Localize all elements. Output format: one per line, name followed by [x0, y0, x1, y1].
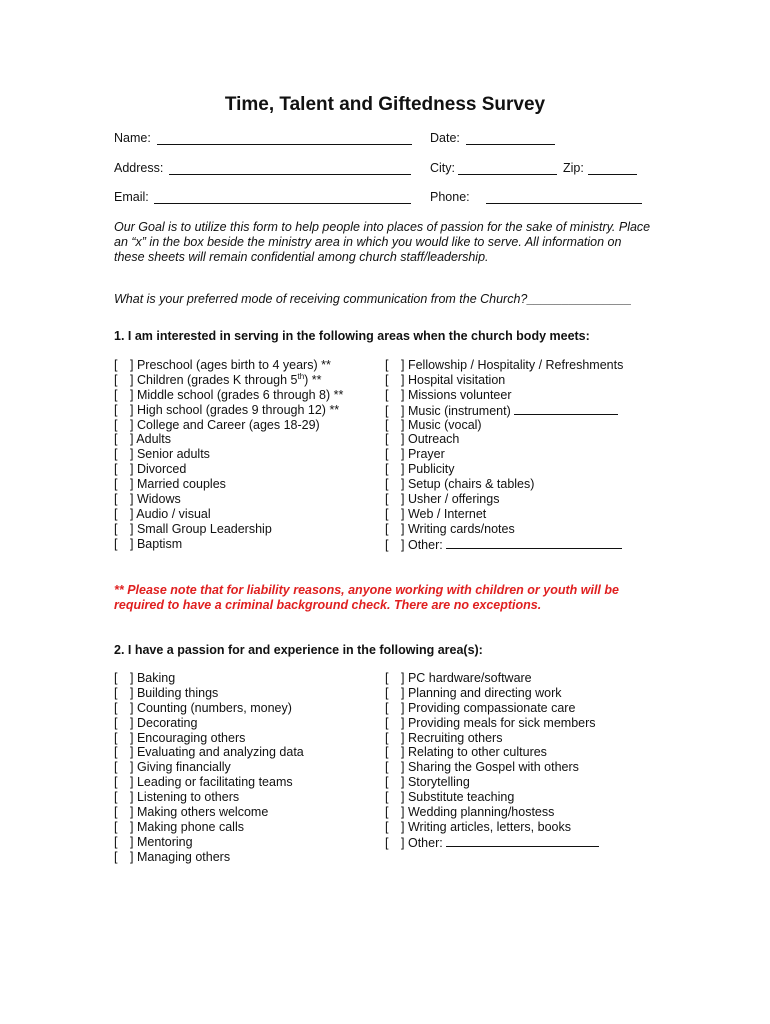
checkbox-item[interactable]: [385, 388, 623, 403]
checkbox-item[interactable]: [114, 775, 304, 790]
checkbox-open-bracket[interactable]: [: [114, 372, 118, 387]
checkbox-item[interactable]: [114, 447, 343, 462]
checkbox-label: Substitute teaching: [407, 790, 515, 805]
checkbox-close-bracket[interactable]: ]: [401, 760, 405, 775]
checkbox-close-bracket[interactable]: ]: [130, 819, 134, 834]
checkbox-item[interactable]: [385, 477, 623, 492]
checkbox-label: Other:: [407, 835, 443, 850]
checkbox-item[interactable]: [114, 835, 304, 850]
checkbox-open-bracket[interactable]: [: [385, 805, 389, 820]
checkbox-label: Setup (chairs & tables): [407, 477, 535, 492]
checkbox-close-bracket[interactable]: ]: [401, 775, 405, 790]
checkbox-close-bracket[interactable]: ]: [130, 775, 134, 790]
checkbox-label: Web / Internet: [407, 506, 487, 521]
checkbox-label: Counting (numbers, money): [136, 700, 292, 715]
checkbox-close-bracket[interactable]: ]: [401, 805, 405, 820]
checkbox-item[interactable]: [114, 716, 304, 731]
checkbox-close-bracket[interactable]: ]: [130, 477, 134, 492]
checkbox-open-bracket[interactable]: [: [114, 834, 118, 849]
checkbox-item[interactable]: [114, 686, 304, 701]
checkbox-close-bracket[interactable]: ]: [401, 835, 405, 850]
checkbox-item[interactable]: [385, 805, 599, 820]
checkbox-item[interactable]: [385, 403, 623, 418]
name-label: Name:: [114, 131, 151, 145]
checkbox-close-bracket[interactable]: ]: [401, 537, 405, 552]
checkbox-label: Prayer: [407, 447, 445, 462]
checkbox-label: Music (instrument): [407, 403, 511, 418]
city-field[interactable]: [458, 174, 557, 175]
checkbox-item[interactable]: [385, 775, 599, 790]
checkbox-item[interactable]: [114, 373, 343, 388]
checkbox-close-bracket[interactable]: ]: [401, 417, 405, 432]
checkbox-open-bracket[interactable]: [: [385, 775, 389, 790]
checkbox-close-bracket[interactable]: ]: [130, 849, 134, 864]
checkbox-item[interactable]: [385, 686, 599, 701]
checkbox-item[interactable]: [114, 522, 343, 537]
checkbox-label: Publicity: [407, 462, 455, 477]
checkbox-label: Married couples: [136, 477, 226, 492]
address-label: Address:: [114, 161, 164, 175]
checkbox-close-bracket[interactable]: ]: [130, 760, 134, 775]
checkbox-label: Small Group Leadership: [136, 521, 272, 536]
checkbox-close-bracket[interactable]: ]: [401, 403, 405, 418]
music-instrument-blank[interactable]: [514, 403, 618, 415]
checkbox-item[interactable]: [114, 671, 304, 686]
checkbox-close-bracket[interactable]: ]: [401, 521, 405, 536]
checkbox-open-bracket[interactable]: [: [114, 387, 118, 402]
checkbox-item[interactable]: [385, 492, 623, 507]
checkbox-open-bracket[interactable]: [: [385, 492, 389, 507]
checkbox-close-bracket[interactable]: ]: [130, 730, 134, 745]
checkbox-close-bracket[interactable]: ]: [130, 447, 134, 462]
checkbox-label: Mentoring: [136, 834, 193, 849]
checkbox-open-bracket[interactable]: [: [385, 685, 389, 700]
checkbox-close-bracket[interactable]: ]: [130, 685, 134, 700]
checkbox-close-bracket[interactable]: ]: [401, 462, 405, 477]
checkbox-close-bracket[interactable]: ]: [130, 358, 134, 372]
checkbox-label: Other:: [407, 537, 443, 552]
checkbox-close-bracket[interactable]: ]: [401, 730, 405, 745]
checkbox-close-bracket[interactable]: ]: [130, 715, 134, 730]
checkbox-close-bracket[interactable]: ]: [130, 700, 134, 715]
checkbox-label: Fellowship / Hospitality / Refreshments: [407, 358, 624, 372]
checkbox-item[interactable]: [114, 432, 343, 447]
email-phone-row: [114, 190, 644, 206]
checkbox-open-bracket[interactable]: [: [385, 403, 389, 418]
checkbox-item[interactable]: [114, 403, 343, 418]
checkbox-close-bracket[interactable]: ]: [401, 447, 405, 462]
checkbox-open-bracket[interactable]: [: [114, 819, 118, 834]
checkbox-open-bracket[interactable]: [: [114, 700, 118, 715]
checkbox-label: High school (grades 9 through 12) **: [136, 402, 340, 417]
checkbox-item[interactable]: [385, 835, 599, 850]
checkbox-label: Preschool (ages birth to 4 years) **: [136, 358, 331, 372]
checkbox-close-bracket[interactable]: ]: [401, 387, 405, 402]
checkbox-label: Writing cards/notes: [407, 521, 515, 536]
checkbox-open-bracket[interactable]: [: [114, 402, 118, 417]
checkbox-open-bracket[interactable]: [: [114, 447, 118, 462]
checkbox-item[interactable]: [385, 820, 599, 835]
email-field[interactable]: [154, 203, 411, 204]
city-label: City:: [430, 161, 455, 175]
checkbox-item[interactable]: [385, 447, 623, 462]
checkbox-item[interactable]: [385, 701, 599, 716]
checkbox-label: Audio / visual: [136, 506, 211, 521]
checkbox-close-bracket[interactable]: ]: [401, 671, 405, 685]
checkbox-item[interactable]: [114, 760, 304, 775]
checkbox-label: Missions volunteer: [407, 387, 512, 402]
zip-label: Zip:: [563, 161, 584, 175]
checkbox-close-bracket[interactable]: ]: [130, 671, 134, 685]
checkbox-open-bracket[interactable]: [: [114, 671, 118, 685]
checkbox-close-bracket[interactable]: ]: [130, 492, 134, 507]
checkbox-open-bracket[interactable]: [: [114, 462, 118, 477]
checkbox-item[interactable]: [385, 507, 623, 522]
checkbox-open-bracket[interactable]: [: [385, 760, 389, 775]
checkbox-item[interactable]: [114, 537, 343, 552]
checkbox-label: Relating to other cultures: [407, 745, 547, 760]
liability-notice: ** Please note that for liability reasons, anyone working with children or youth will be required to have a criminal background check. There are no exceptions.: [114, 583, 619, 612]
checkbox-open-bracket[interactable]: [: [385, 432, 389, 447]
checkbox-item[interactable]: [114, 462, 343, 477]
checkbox-open-bracket[interactable]: [: [385, 835, 389, 850]
checkbox-label: Evaluating and analyzing data: [136, 745, 304, 760]
checkbox-close-bracket[interactable]: ]: [401, 685, 405, 700]
checkbox-label: Wedding planning/hostess: [407, 805, 555, 820]
checkbox-label: Usher / offerings: [407, 492, 500, 507]
checkbox-close-bracket[interactable]: ]: [401, 745, 405, 760]
checkbox-label: Recruiting others: [407, 730, 503, 745]
checkbox-label: Divorced: [136, 462, 187, 477]
checkbox-open-bracket[interactable]: [: [385, 462, 389, 477]
checkbox-close-bracket[interactable]: ]: [130, 805, 134, 820]
checkbox-label: Baptism: [136, 536, 183, 551]
checkbox-item[interactable]: [114, 358, 343, 373]
checkbox-close-bracket[interactable]: ]: [401, 715, 405, 730]
phone-field[interactable]: [486, 203, 642, 204]
checkbox-label: Building things: [136, 685, 219, 700]
checkbox-label: Storytelling: [407, 775, 470, 790]
checkbox-open-bracket[interactable]: [: [385, 447, 389, 462]
checkbox-open-bracket[interactable]: [: [114, 730, 118, 745]
checkbox-label: College and Career (ages 18-29): [136, 417, 320, 432]
checkbox-label: Providing meals for sick members: [407, 715, 596, 730]
checkbox-open-bracket[interactable]: [: [385, 671, 389, 685]
checkbox-label: Writing articles, letters, books: [407, 819, 571, 834]
checkbox-item[interactable]: [385, 462, 623, 477]
ordinal-superscript: th: [297, 371, 305, 381]
checkbox-item[interactable]: [385, 790, 599, 805]
checkbox-label: Children (grades K through 5: [136, 372, 298, 387]
checkbox-item[interactable]: [385, 760, 599, 775]
checkbox-label: Middle school (grades 6 through 8) **: [136, 387, 344, 402]
checkbox-label: Making phone calls: [136, 819, 244, 834]
checkbox-item[interactable]: [114, 850, 304, 865]
checkbox-open-bracket[interactable]: [: [385, 730, 389, 745]
checkbox-open-bracket[interactable]: [: [114, 358, 118, 372]
checkbox-open-bracket[interactable]: [: [114, 745, 118, 760]
checkbox-open-bracket[interactable]: [: [114, 506, 118, 521]
checkbox-open-bracket[interactable]: [: [385, 537, 389, 552]
checkbox-close-bracket[interactable]: ]: [401, 819, 405, 834]
checkbox-close-bracket[interactable]: ]: [401, 790, 405, 805]
checkbox-open-bracket[interactable]: [: [114, 477, 118, 492]
checkbox-item[interactable]: [114, 805, 304, 820]
checkbox-item[interactable]: [114, 820, 304, 835]
zip-field[interactable]: [588, 174, 637, 175]
name-field[interactable]: [157, 144, 412, 145]
checkbox-label: Sharing the Gospel with others: [407, 760, 579, 775]
checkbox-close-bracket[interactable]: ]: [130, 790, 134, 805]
address-field[interactable]: [169, 174, 411, 175]
checkbox-close-bracket[interactable]: ]: [401, 372, 405, 387]
checkbox-item[interactable]: [385, 745, 599, 760]
checkbox-close-bracket[interactable]: ]: [130, 834, 134, 849]
checkbox-item[interactable]: [114, 388, 343, 403]
checkbox-label: Managing others: [136, 849, 231, 864]
section2-left-list: [114, 671, 304, 865]
date-field[interactable]: [466, 144, 555, 145]
checkbox-close-bracket[interactable]: ]: [130, 402, 134, 417]
checkbox-label: PC hardware/software: [407, 671, 532, 685]
checkbox-open-bracket[interactable]: [: [385, 521, 389, 536]
checkbox-item[interactable]: [385, 731, 599, 746]
checkbox-label: Planning and directing work: [407, 685, 562, 700]
checkbox-open-bracket[interactable]: [: [385, 358, 389, 372]
checkbox-label: Hospital visitation: [407, 372, 506, 387]
checkbox-close-bracket[interactable]: ]: [130, 536, 134, 551]
checkbox-item[interactable]: [385, 358, 623, 373]
checkbox-item[interactable]: [385, 432, 623, 447]
checkbox-open-bracket[interactable]: [: [385, 745, 389, 760]
checkbox-open-bracket[interactable]: [: [114, 536, 118, 551]
checkbox-open-bracket[interactable]: [: [385, 790, 389, 805]
checkbox-label: Giving financially: [136, 760, 231, 775]
checkbox-close-bracket[interactable]: ]: [130, 462, 134, 477]
checkbox-open-bracket[interactable]: [: [114, 775, 118, 790]
preferred-mode-blank[interactable]: _______________: [527, 292, 632, 306]
other-passion-blank[interactable]: [446, 835, 599, 847]
checkbox-label: Outreach: [407, 432, 460, 447]
checkbox-open-bracket[interactable]: [: [385, 819, 389, 834]
checkbox-item[interactable]: [385, 537, 623, 552]
section2-heading: 2. I have a passion for and experience in the following area(s):: [114, 643, 483, 657]
checkbox-label: Encouraging others: [136, 730, 246, 745]
checkbox-close-bracket[interactable]: ]: [401, 477, 405, 492]
checkbox-item[interactable]: [114, 507, 343, 522]
checkbox-close-bracket[interactable]: ]: [130, 432, 134, 447]
checkbox-close-bracket[interactable]: ]: [401, 432, 405, 447]
checkbox-close-bracket[interactable]: ]: [130, 387, 134, 402]
checkbox-label: Making others welcome: [136, 805, 269, 820]
checkbox-open-bracket[interactable]: [: [114, 685, 118, 700]
other-interest-blank[interactable]: [446, 537, 622, 549]
section2-right-list: [385, 671, 599, 850]
checkbox-label: Music (vocal): [407, 417, 482, 432]
checkbox-open-bracket[interactable]: [: [114, 760, 118, 775]
preferred-mode-question: [114, 292, 632, 306]
phone-label: Phone:: [430, 190, 470, 204]
checkbox-item[interactable]: [114, 745, 304, 760]
checkbox-open-bracket[interactable]: [: [114, 521, 118, 536]
preferred-mode-text: What is your preferred mode of receiving communication from the Church?: [114, 292, 528, 306]
checkbox-open-bracket[interactable]: [: [114, 790, 118, 805]
checkbox-label: Adults: [136, 432, 172, 447]
section1-left-list: [114, 358, 343, 552]
checkbox-open-bracket[interactable]: [: [385, 387, 389, 402]
children-suffix: ) **: [304, 372, 322, 387]
checkbox-close-bracket[interactable]: ]: [130, 521, 134, 536]
checkbox-item[interactable]: [114, 477, 343, 492]
page-title: Time, Talent and Giftedness Survey: [224, 94, 546, 115]
address-row: [114, 161, 644, 177]
checkbox-close-bracket[interactable]: ]: [130, 417, 134, 432]
checkbox-open-bracket[interactable]: [: [114, 849, 118, 864]
checkbox-item[interactable]: [114, 492, 343, 507]
checkbox-label: Leading or facilitating teams: [136, 775, 293, 790]
checkbox-close-bracket[interactable]: ]: [130, 506, 134, 521]
checkbox-item[interactable]: [385, 418, 623, 433]
checkbox-label: Senior adults: [136, 447, 210, 462]
section1-right-list: [385, 358, 623, 552]
checkbox-item[interactable]: [114, 701, 304, 716]
checkbox-item[interactable]: [385, 716, 599, 731]
checkbox-close-bracket[interactable]: ]: [401, 700, 405, 715]
checkbox-item[interactable]: [385, 671, 599, 686]
checkbox-item[interactable]: [114, 418, 343, 433]
checkbox-label: Providing compassionate care: [407, 700, 576, 715]
checkbox-open-bracket[interactable]: [: [114, 715, 118, 730]
checkbox-close-bracket[interactable]: ]: [130, 372, 134, 387]
date-label: Date:: [430, 131, 460, 145]
name-date-row: [114, 131, 644, 147]
checkbox-item[interactable]: [385, 373, 623, 388]
checkbox-item[interactable]: [114, 731, 304, 746]
email-label: Email:: [114, 190, 149, 204]
checkbox-label: Listening to others: [136, 790, 240, 805]
checkbox-open-bracket[interactable]: [: [385, 477, 389, 492]
checkbox-open-bracket[interactable]: [: [114, 492, 118, 507]
checkbox-close-bracket[interactable]: ]: [401, 358, 405, 372]
checkbox-open-bracket[interactable]: [: [114, 432, 118, 447]
checkbox-open-bracket[interactable]: [: [385, 700, 389, 715]
checkbox-close-bracket[interactable]: ]: [130, 745, 134, 760]
intro-paragraph: Our Goal is to utilize this form to help people into places of passion for the sake of ministry. Place an “x” in the box beside the ministry area in which you would like to serve. All information on these sheets will remain confidential among church staff/leadership.: [114, 220, 651, 264]
checkbox-close-bracket[interactable]: ]: [401, 506, 405, 521]
checkbox-label: Baking: [136, 671, 176, 685]
checkbox-close-bracket[interactable]: ]: [401, 492, 405, 507]
checkbox-open-bracket[interactable]: [: [385, 417, 389, 432]
checkbox-open-bracket[interactable]: [: [385, 715, 389, 730]
checkbox-open-bracket[interactable]: [: [114, 417, 118, 432]
checkbox-item[interactable]: [114, 790, 304, 805]
checkbox-label: Widows: [136, 492, 181, 507]
checkbox-open-bracket[interactable]: [: [114, 805, 118, 820]
checkbox-label: Decorating: [136, 715, 198, 730]
section1-heading: 1. I am interested in serving in the following areas when the church body meets:: [114, 329, 590, 343]
checkbox-item[interactable]: [385, 522, 623, 537]
checkbox-open-bracket[interactable]: [: [385, 372, 389, 387]
checkbox-open-bracket[interactable]: [: [385, 506, 389, 521]
